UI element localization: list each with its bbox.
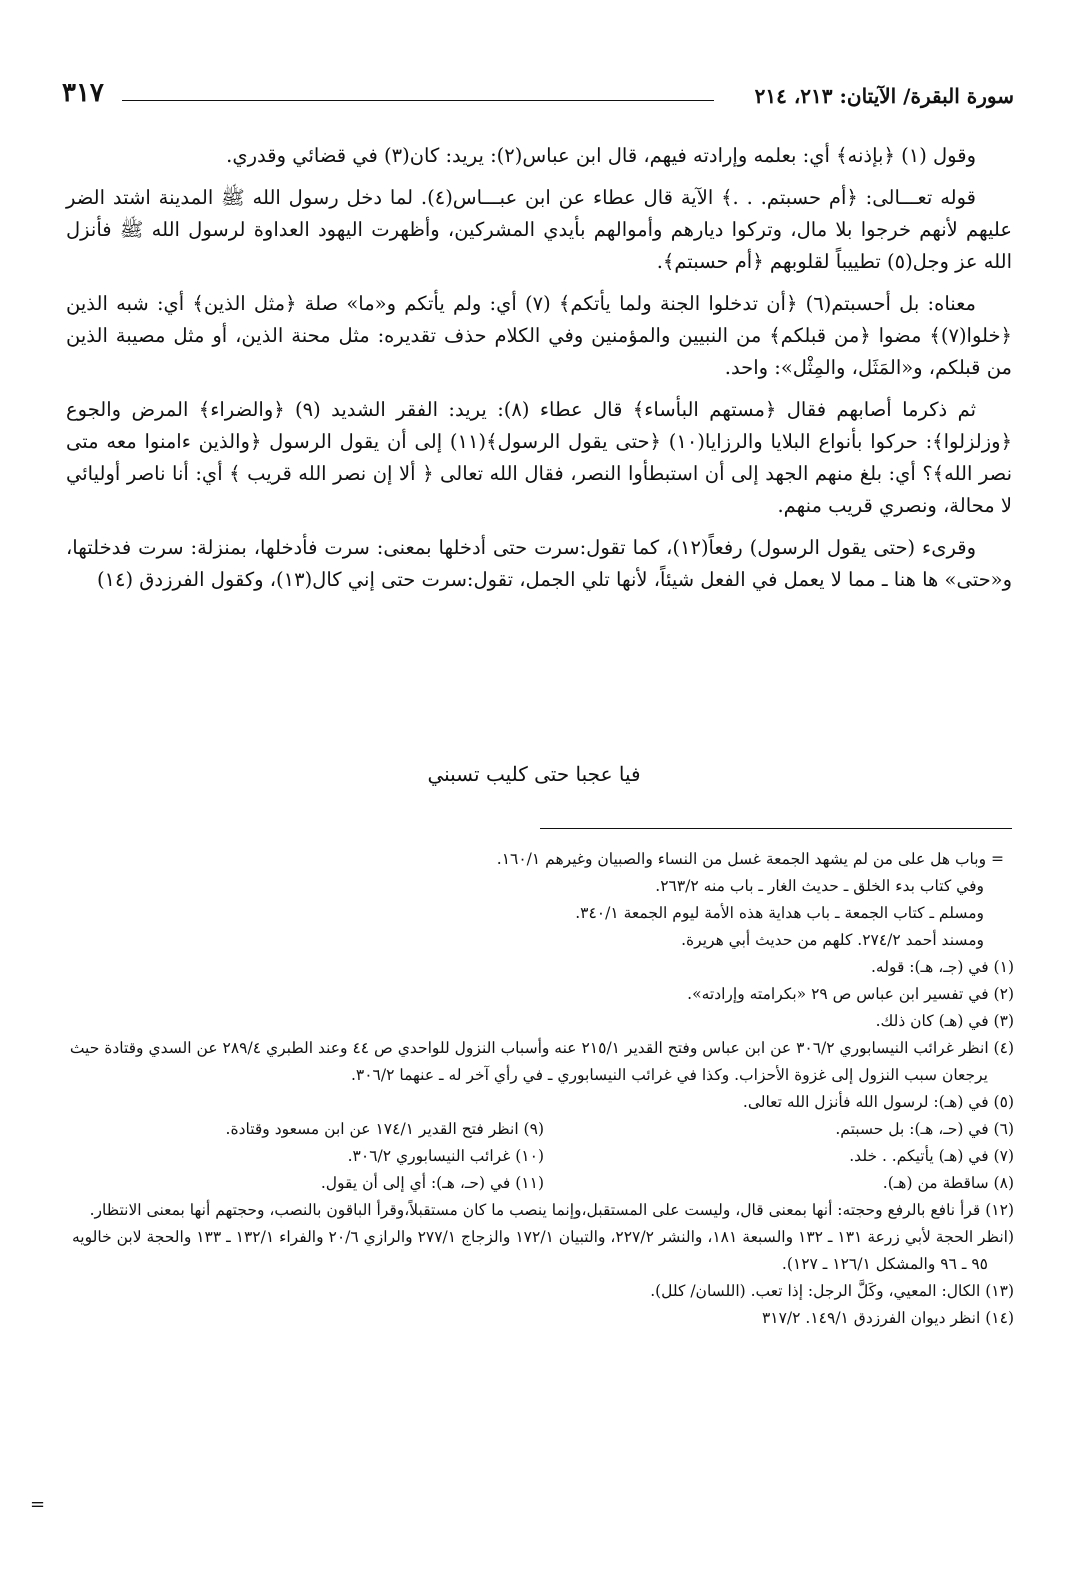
footnote: (١٢) قرأ نافع بالرفع وحجته: أنها بمعنى قال، وليست على المستقبل،وإنما ينصب ما كان مستقبلاً،وقرأ الباقون بالنصب، وحجتهم أنها بمعنى الانتظار. — [89, 1201, 1014, 1219]
footnote: (١٠) غرائب النيسابوري ٣٠٦/٢. — [347, 1147, 544, 1165]
footnote: (٣) في (هـ) كان ذلك. — [875, 1012, 1014, 1030]
paragraph: معناه: بل أحسبتم(٦) ﴿أن تدخلوا الجنة ولما يأتكم﴾ (٧) أي: ولم يأتكم و«ما» صلة ﴿مثل الذين﴾ أي: شبه الذين ﴿خلوا(٧)﴾ مضوا ﴿من قبلكم﴾ من النبيين والمؤمنين وفي الكلام حذف تقديره: مثل محنة الذين، أو مثل مصيبة الذين من قبلكم، و«المَثَل، والمِثْل»: واحد. — [66, 292, 1012, 379]
footnote: (٨) ساقطة من (هـ). — [882, 1174, 1014, 1192]
margin-mark: = — [30, 1494, 46, 1515]
footnote: (١٣) الكال: المعيي، وكَلَّ الرجل: إذا تعب. (اللسان/ كلل). — [650, 1282, 1014, 1300]
footnote-continuation: ومسلم ـ كتاب الجمعة ـ باب هداية هذه الأمة ليوم الجمعة ٣٤٠/١. — [575, 904, 984, 922]
footnote: (١١) في (حـ، هـ): أي إلى أن يقول. — [320, 1174, 544, 1192]
footnote-continuation: = وباب هل على من لم يشهد الجمعة غسل من النساء والصبيان وغيرهم ١٦٠/١. — [496, 850, 1004, 868]
paragraph: قوله تعـــالى: ﴿أم حسبتم. . .﴾ الآية قال عطاء عن ابن عبـــاس(٤). لما دخل رسول الله ﷺ المدينة اشتد الضر عليهم لأنهم خرجوا بلا مال، وتركوا ديارهم وأموالهم بأيدي المشركين، وأظهرت اليهود العداوة لرسول الله ﷺ فأنزل الله عز وجل(٥) تطييباً لقلوبهم ﴿أم حسبتم﴾. — [66, 186, 1012, 273]
footnote-continuation: وفي كتاب بدء الخلق ـ حديث الغار ـ باب منه ٢٦٣/٢. — [655, 877, 984, 895]
footnote-reference-list: (انظر الحجة لأبي زرعة ١٣١ ـ ١٣٢ والسبعة ١٨١، والنشر ٢٢٧/٢، والتبيان ١٧٢/١ والزجاج ٢٧٧/١ والرازي ٢٠/٦ والفراء ١٣٢/١ ـ ١٣٣ والحجة لابن خالويه ٩٥ ـ ٩٦ والمشكل ١٢٦/١ ـ ١٢٧). — [72, 1228, 1014, 1273]
footnote: (٥) في (هـ): لرسول الله فأنزل الله تعالى. — [742, 1093, 1014, 1111]
footnote-column-right — [544, 1116, 1014, 1197]
footnote: (٧) في (هـ) يأتيكم. . خلد. — [849, 1147, 1014, 1165]
paragraph: ثم ذكرما أصابهم فقال ﴿مستهم البأساء﴾ قال عطاء (٨): يريد: الفقر الشديد (٩) ﴿والضراء﴾ المرض والجوع ﴿وزلزلوا﴾: حركوا بأنواع البلايا والرزايا(١٠) ﴿حتى يقول الرسول﴾(١١) إلى أن يقول الرسول ﴿والذين ءامنوا معه متى نصر الله﴾؟ أي: بلغ منهم الجهد إلى أن استبطأوا النصر، فقال الله تعالى ﴿ ألا إن نصر الله قريب ﴾ أي: أنا ناصر أوليائي لا محالة، ونصري قريب منهم. — [66, 398, 1012, 517]
paragraph: وقول (١) ﴿بإذنه﴾ أي: بعلمه وإرادته فيهم، قال ابن عباس(٢): يريد: كان(٣) في قضائي وقدري. — [226, 144, 976, 167]
footnotes — [54, 846, 1014, 1332]
footnote-separator — [540, 828, 1012, 829]
footnote: (١٤) انظر ديوان الفرزدق ١٤٩/١. ٣١٧/٢ — [761, 1309, 1014, 1327]
footnote-columns — [54, 1116, 1014, 1197]
footnote-continuation: ومسند أحمد ٢٧٤/٢. كلهم من حديث أبي هريرة. — [681, 931, 984, 949]
header-rule — [122, 100, 714, 101]
footnote-column-left — [54, 1116, 544, 1197]
running-header — [62, 78, 1014, 118]
footnote: (١) في (جـ، هـ): قوله. — [870, 958, 1014, 976]
footnote: (٩) انظر فتح القدير ١٧٤/١ عن ابن مسعود وقتادة. — [225, 1120, 544, 1138]
footnote: (٤) انظر غرائب النيسابوري ٣٠٦/٢ عن ابن عباس وفتح القدير ٢١٥/١ عنه وأسباب النزول للواحدي ص ٤٤ وعند الطبري ٢٨٩/٤ عن السدي وقتادة حيث يرجعان سبب النزول إلى غزوة الأحزاب. وكذا في غرائب النيسابوري ـ في رأي آخر له ـ عنهما ٣٠٦/٢. — [69, 1039, 1014, 1084]
paragraph: وقرىء (حتى يقول الرسول) رفعاً(١٢)، كما تقول:سرت حتى أدخلها بمعنى: سرت فأدخلها، بمنزلة: سرت فدخلتها، و«حتى» ها هنا ـ مما لا يعمل في الفعل شيئاً، لأنها تلي الجمل، تقول:سرت حتى إني كال(١٣)، وكقول الفرزدق (١٤) — [66, 536, 1012, 591]
main-text — [66, 140, 1012, 606]
page-number: ٣١٧ — [62, 78, 104, 108]
footnote: (٦) في (حـ، هـ): بل حسبتم. — [835, 1120, 1014, 1138]
header-title: سورة البقرة/ الآيتان: ٢١٣، ٢١٤ — [754, 84, 1014, 108]
footnote: (٢) في تفسير ابن عباس ص ٢٩ «بكرامته وإرادته». — [687, 985, 1014, 1003]
poetry-verse: فيا عجبا حتى كليب تسبني — [427, 762, 641, 786]
